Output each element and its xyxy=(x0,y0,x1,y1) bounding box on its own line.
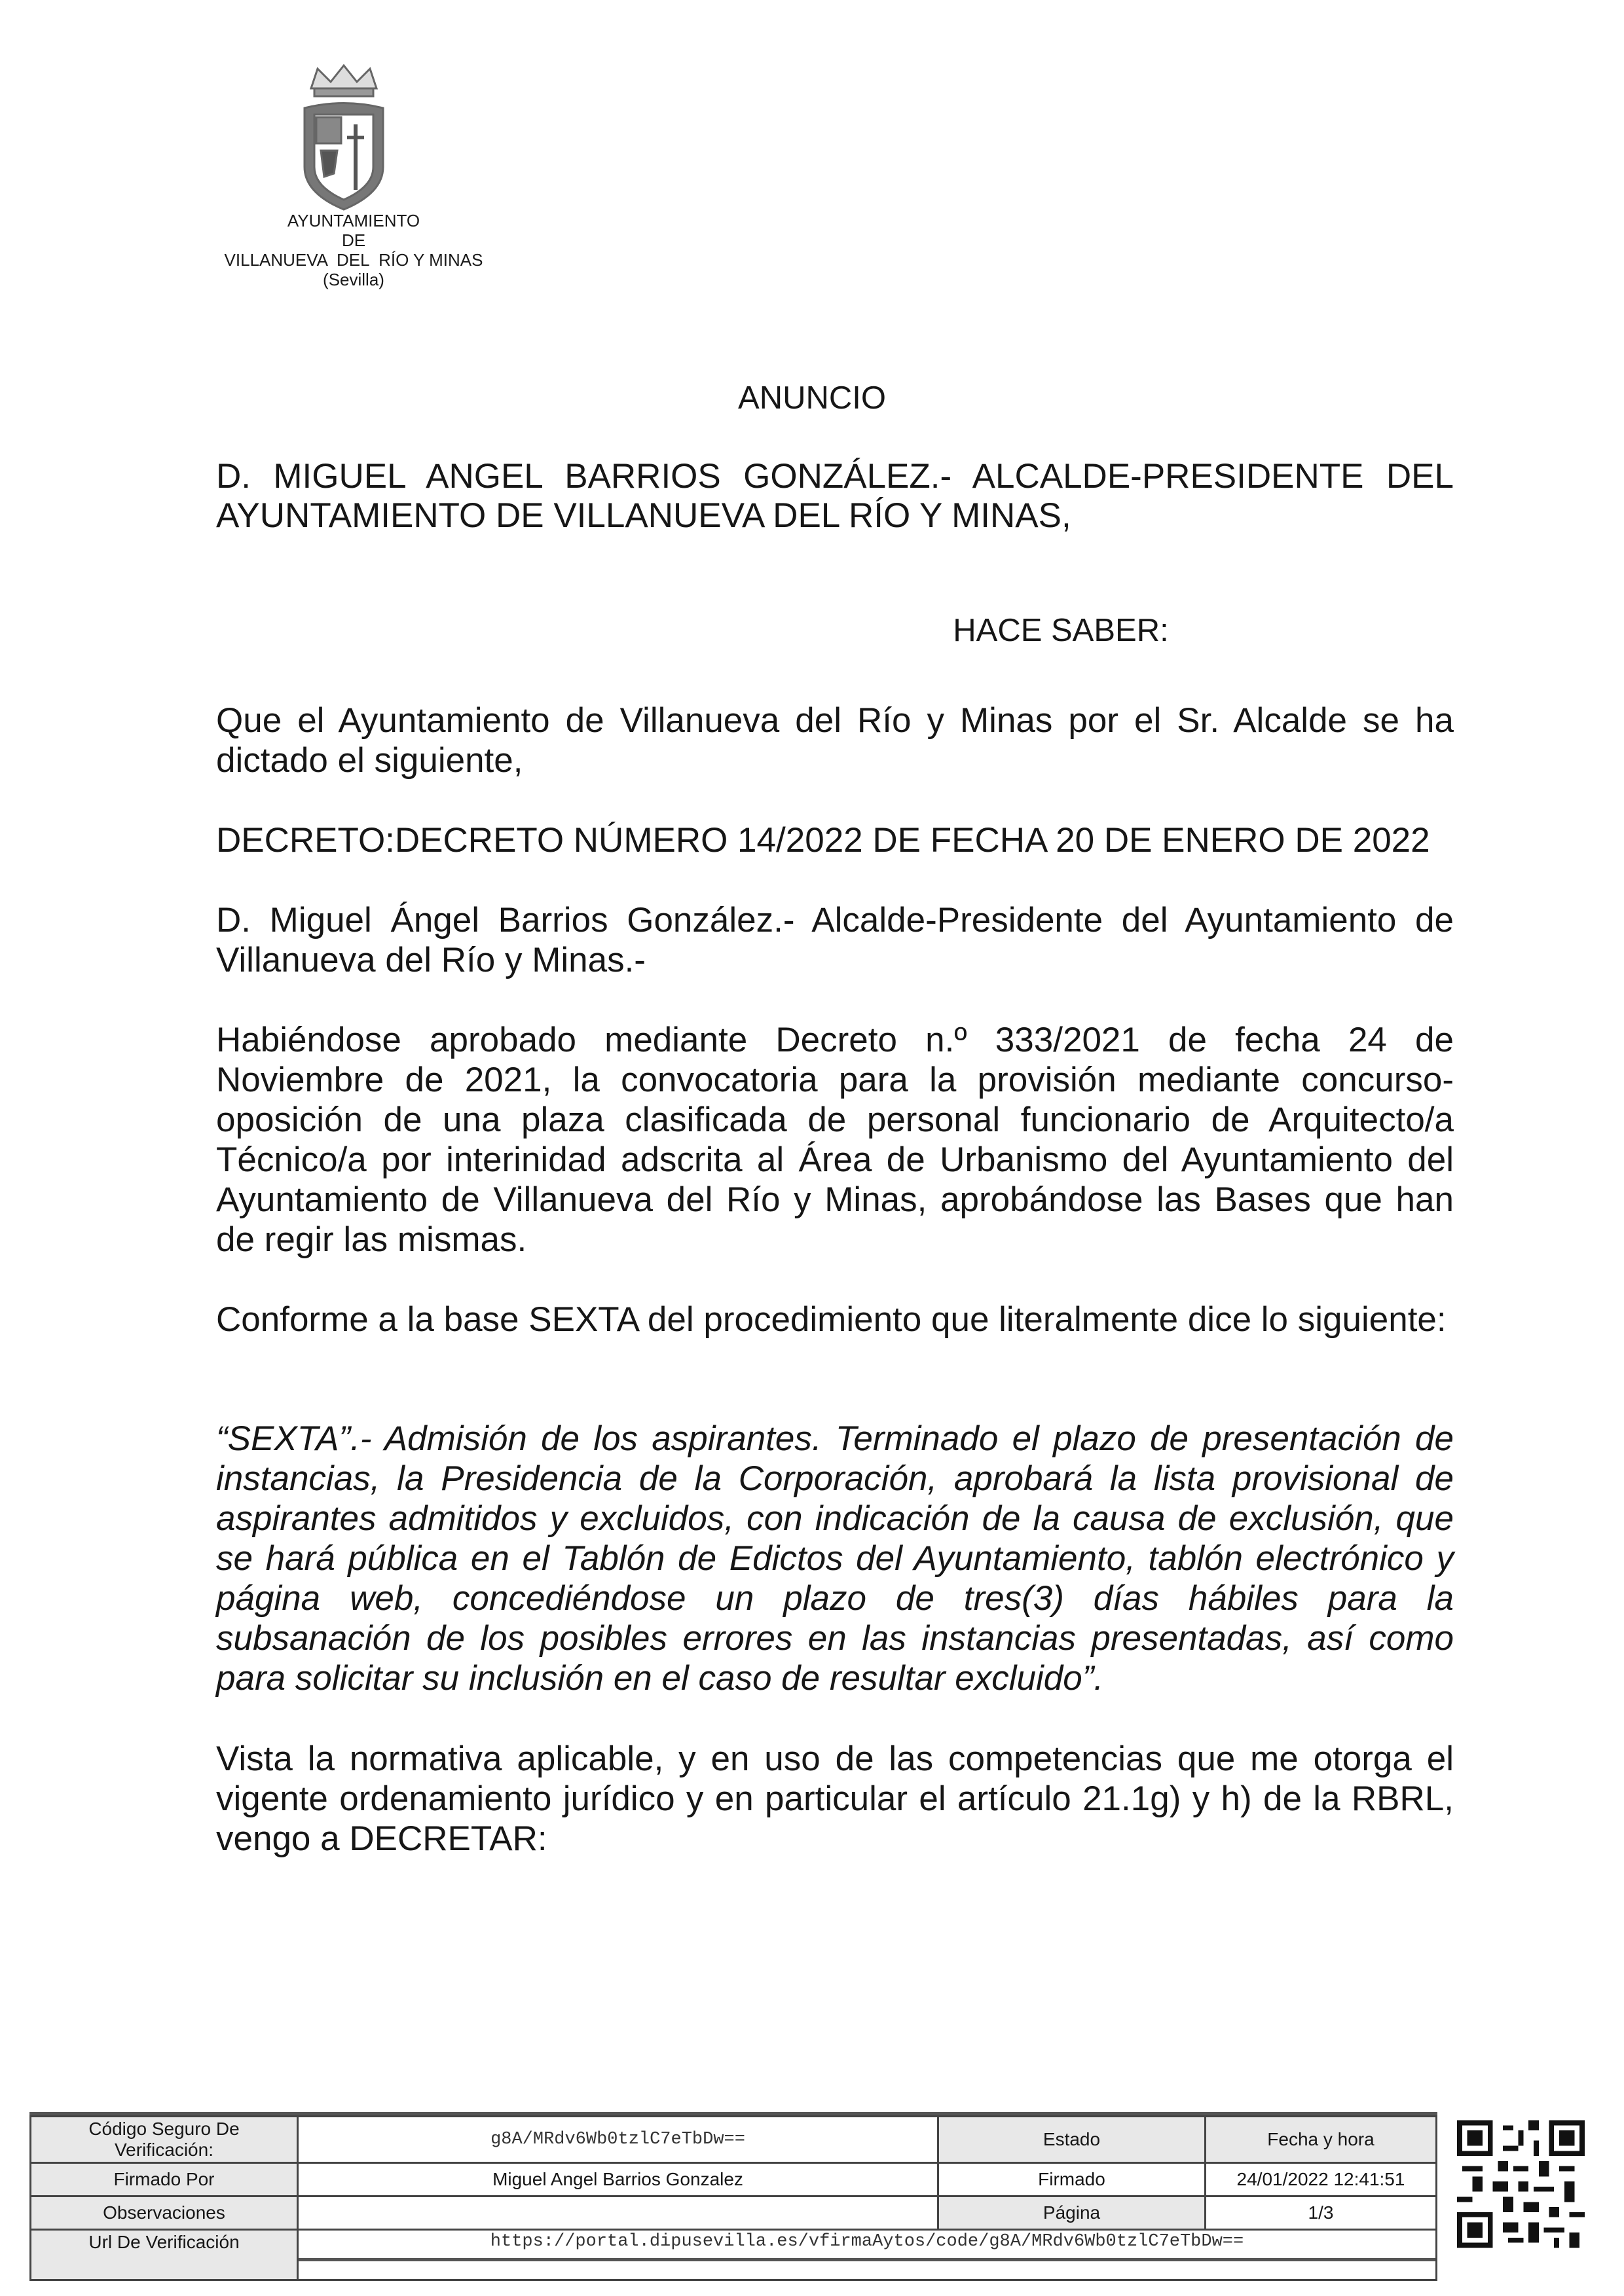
fecha-value: 24/01/2022 12:41:51 xyxy=(1206,2163,1437,2196)
org-line-2: DE xyxy=(341,230,366,250)
org-line-3: VILLANUEVA DEL RÍO Y MINAS xyxy=(224,250,483,270)
firmado-por-value: Miguel Angel Barrios Gonzalez xyxy=(298,2163,938,2196)
org-line-4: (Sevilla) xyxy=(323,270,384,289)
coat-of-arms-icon xyxy=(298,62,390,213)
paragraph-decree-number: DECRETO:DECRETO NÚMERO 14/2022 DE FECHA 20 DE ENERO DE 2022 xyxy=(216,821,1430,860)
issuer-heading: D. MIGUEL ANGEL BARRIOS GONZÁLEZ.- ALCALDE-PRESIDENTE DEL AYUNTAMIENTO DE VILLANUEVA DEL RÍO Y MINAS, xyxy=(216,457,1454,535)
qr-code-icon[interactable] xyxy=(1457,2119,1585,2250)
observaciones-value xyxy=(298,2196,938,2230)
org-line-1: AYUNTAMIENTO xyxy=(287,211,420,230)
paragraph-sexta-quote: “SEXTA”.- Admisión de los aspirantes. Terminado el plazo de presentación de instancias, la Presidencia de la Corporación, aprobará la lista provisional de aspirantes admitidos y excluidos, con indicación de la causa de exclusión, que se hará pública en el Tablón de Edictos del Ayuntamiento, tablón electrónico y página web, concediéndose un plazo de tres(3) días hábiles para la subsanación de los posibles errores en las instancias presentadas, así como para solicitar su inclusión en el caso de resultar excluido”. xyxy=(216,1419,1454,1698)
hace-saber-heading: HACE SABER: xyxy=(953,613,1169,648)
signature-row xyxy=(31,2230,1437,2280)
csv-value: g8A/MRdv6Wb0tzlC7eTbDw== xyxy=(298,2117,938,2163)
paragraph-intro: Que el Ayuntamiento de Villanueva del Río y Minas por el Sr. Alcalde se ha dictado el siguiente, xyxy=(216,701,1454,780)
pagina-label: Página xyxy=(938,2196,1206,2230)
paragraph-mayor: D. Miguel Ángel Barrios González.- Alcalde-Presidente del Ayuntamiento de Villanueva del Río y Minas.- xyxy=(216,901,1454,979)
signature-row xyxy=(31,2163,1437,2196)
firmado-por-label: Firmado Por xyxy=(31,2163,298,2196)
organization-header xyxy=(216,211,491,289)
estado-label: Estado xyxy=(938,2117,1206,2163)
paragraph-convocatoria: Habiéndose aprobado mediante Decreto n.º 333/2021 de fecha 24 de Noviembre de 2021, la convocatoria para la provisión mediante concurso-oposición de una plaza clasificada de personal funcionario de Arquitecto/a Técnico/a por interinidad adscrita al Área de Urbanismo del Ayuntamiento del Ayuntamiento de Villanueva del Río y Minas, aprobándose las Bases que han de regir las mismas. xyxy=(216,1021,1454,1259)
verification-url-link[interactable]: https://portal.dipusevilla.es/vfirmaAytos/code/g8A/MRdv6Wb0tzlC7eTbDw== xyxy=(298,2230,1437,2280)
pagina-value: 1/3 xyxy=(1206,2196,1437,2230)
csv-label: Código Seguro De Verificación: xyxy=(31,2117,298,2163)
estado-value: Firmado xyxy=(938,2163,1206,2196)
observaciones-label: Observaciones xyxy=(31,2196,298,2230)
paragraph-base-sexta: Conforme a la base SEXTA del procedimiento que literalmente dice lo siguiente: xyxy=(216,1300,1447,1339)
signature-table xyxy=(29,2115,1437,2281)
paragraph-decretar: Vista la normativa aplicable, y en uso de las competencias que me otorga el vigente ordenamiento jurídico y en particular el artículo 21.1g) y h) de la RBRL, vengo a DECRETAR: xyxy=(216,1740,1454,1858)
document-title: ANUNCIO xyxy=(738,380,886,416)
signature-block xyxy=(29,2112,1437,2261)
fecha-label: Fecha y hora xyxy=(1206,2117,1437,2163)
signature-row xyxy=(31,2117,1437,2163)
url-label: Url De Verificación xyxy=(31,2230,298,2280)
signature-row xyxy=(31,2196,1437,2230)
